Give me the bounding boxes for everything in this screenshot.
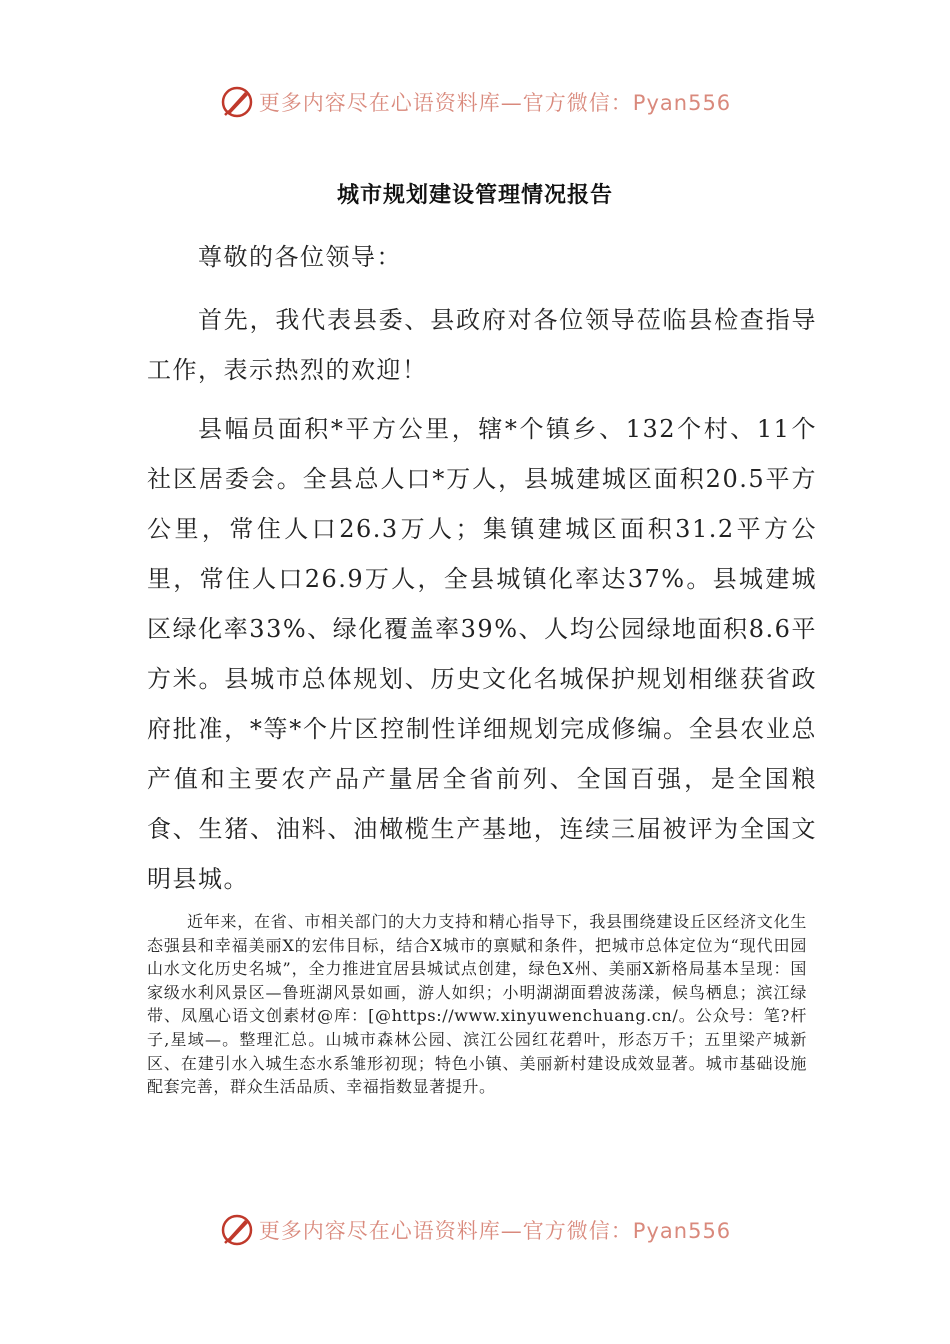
quill-pen-logo-icon <box>219 1212 255 1248</box>
quill-pen-logo-icon <box>219 84 255 120</box>
footer-watermark <box>0 1210 950 1250</box>
greeting: 尊敬的各位领导： <box>198 243 402 271</box>
paragraph-welcome: 首先，我代表县委、县政府对各位领导莅临县检查指导工作，表示热烈的欢迎！ <box>147 306 817 384</box>
header-watermark <box>0 82 950 122</box>
watermark-text: 更多内容尽在心语资料库—官方微信：Pyan556 <box>258 91 732 115</box>
paragraph-county-overview: 县幅员面积*平方公里，辖*个镇乡、132个村、11个社区居委会。全县总人口*万人，县城建城区面积20.5平方公里，常住人口26.3万人；集镇建城区面积31.2平方公里，常住人口26.9万人，全县城镇化率达37%。县城建城区绿化率33%、绿化覆盖率39%、人均公园绿地面积8.6平方米。县城市总体规划、历史文化名城保护规划相继获省政府批准，*等*个片区控制性详细规划完成修编。全县农业总产值和主要农产品产量居全省前列、全国百强，是全国粮食、生猪、油料、油橄榄生产基地，连续三届被评为全国文明县城。 <box>147 415 817 893</box>
document-title: 城市规划建设管理情况报告 <box>336 183 613 208</box>
watermark-text: 更多内容尽在心语资料库—官方微信：Pyan556 <box>258 1219 732 1243</box>
paragraph-recent-achievements: 近年来，在省、市相关部门的大力支持和精心指导下，我县围绕建设丘区经济文化生态强县和幸福美丽X的宏伟目标，结合X城市的禀赋和条件，把城市总体定位为“现代田园山水文化历史名城”，全力推进宜居县城试点创建，绿色X州、美丽X新格局基本呈现：国家级水利风景区—鲁班湖风景如画，游人如织；小明湖湖面碧波荡漾，候鸟栖息；滨江绿带、凤凰心语文创素材@库：[@https://www.xinyuwenchuang.cn/。公众号：笔?杆子,星域—。整理汇总。山城市森林公园、滨江公园红花碧叶，形态万千；五里梁产城新区、在建引水入城生态水系雏形初现；特色小镇、美丽新村建设成效显著。城市基础设施配套完善，群众生活品质、幸福指数显著提升。 <box>147 912 807 1097</box>
